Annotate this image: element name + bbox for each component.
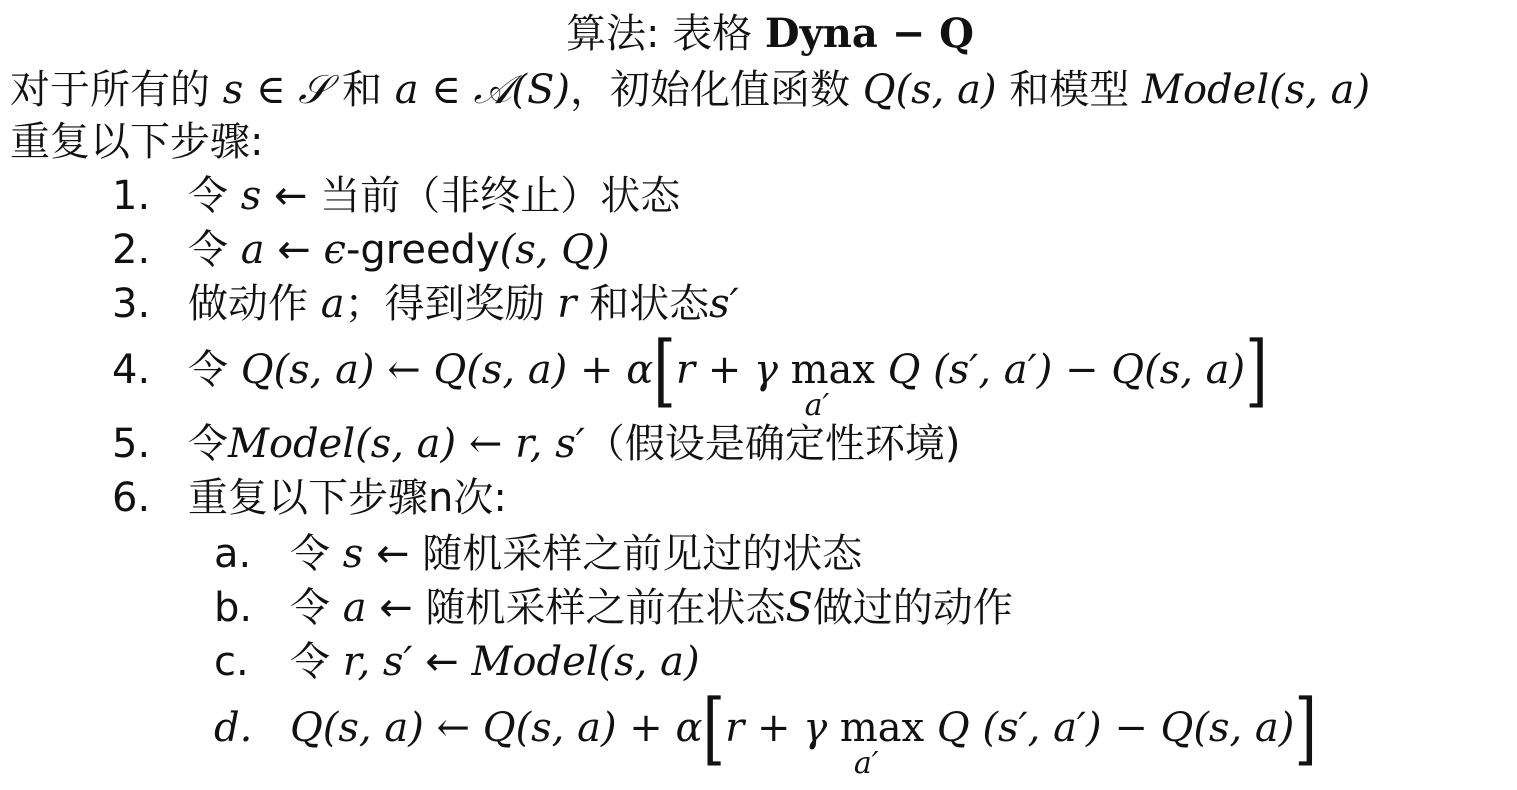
step-text: -greedy <box>345 227 500 273</box>
substep-text: 做过的动作 <box>812 585 1013 631</box>
init-math-1: s ∈ 𝒮 <box>222 67 330 113</box>
substep-d <box>214 682 1317 781</box>
repeat-line: 重复以下步骤: <box>10 119 264 165</box>
q-update-target: Q (s′, a′) − Q(s, a) <box>874 347 1246 393</box>
substep-math: a <box>342 585 367 631</box>
step-number: 2. <box>112 227 151 273</box>
max-subscript: a′ <box>853 746 879 781</box>
q-update-target: Q (s′, a′) − Q(s, a) <box>924 705 1295 751</box>
right-bracket: ] <box>1245 324 1268 416</box>
step-text: 令 <box>188 227 241 273</box>
substep-c <box>214 636 700 688</box>
title-prefix: 算法: 表格 <box>565 11 765 57</box>
substep-letter: d. <box>214 705 253 751</box>
step-number: 5. <box>112 421 151 467</box>
substep-math: s <box>342 531 364 577</box>
step-math: r <box>557 281 577 327</box>
max-subscript: a′ <box>804 388 830 423</box>
step-text: 令 <box>188 347 241 393</box>
step-6 <box>112 472 507 524</box>
init-text-2: 和 <box>329 67 395 113</box>
step-text: ；得到奖励 <box>344 281 558 327</box>
step-1 <box>112 170 680 222</box>
step-number: 4. <box>112 347 151 393</box>
q-update-lhs: Q(s, a) ← Q(s, a) + α <box>240 347 654 393</box>
max-label: max <box>790 347 875 393</box>
step-number: 1. <box>112 173 151 219</box>
step-4 <box>112 324 1268 423</box>
step-text: 和状态 <box>576 281 710 327</box>
step-text: 令 <box>188 173 241 219</box>
algorithm-title <box>0 8 1517 60</box>
step-text: （假设是确定性环境) <box>584 421 961 467</box>
step-math: s <box>240 173 262 219</box>
step-text: 做动作 <box>188 281 321 327</box>
substep-math: S <box>785 585 813 631</box>
substep-math: Model(s, a) <box>471 639 700 685</box>
substep-text: 令 <box>290 639 343 685</box>
init-math-4: Model(s, a) <box>1142 67 1371 113</box>
substep-math: r, s′ <box>342 639 413 685</box>
step-5 <box>112 418 960 470</box>
step-3 <box>112 278 739 330</box>
step-math: a <box>240 227 265 273</box>
substep-letter: b. <box>214 585 253 631</box>
step-2 <box>112 224 610 276</box>
step-number: 6. <box>112 475 151 521</box>
left-bracket: [ <box>653 324 676 416</box>
max-operator <box>790 344 875 423</box>
q-update-reward: r + γ <box>725 705 840 751</box>
right-bracket: ] <box>1294 682 1317 774</box>
step-math: ϵ <box>323 227 346 273</box>
step-number: 3. <box>112 281 151 327</box>
step-text: 重复以下步骤n次: <box>188 475 507 521</box>
step-text: 令 <box>188 421 228 467</box>
init-math-2: a ∈ 𝒜(S) <box>394 67 571 113</box>
step-math: a <box>320 281 345 327</box>
substep-b <box>214 582 1013 634</box>
substep-text: ← 随机采样之前在状态 <box>366 585 786 631</box>
left-bracket: [ <box>702 682 726 774</box>
init-math-3: Q(s, a) <box>862 67 997 113</box>
step-math: s′ <box>709 281 739 327</box>
init-text-3: ，初始化值函数 <box>570 67 863 113</box>
substep-letter: c. <box>214 639 249 685</box>
title-algorithm-name: Dyna − Q <box>764 10 975 57</box>
max-label: max <box>839 705 925 751</box>
init-text-1: 对于所有的 <box>10 67 223 113</box>
substep-a <box>214 528 862 580</box>
step-text: ← 当前（非终止）状态 <box>261 173 681 219</box>
max-operator <box>839 702 925 781</box>
substep-text: 令 <box>290 531 343 577</box>
step-math: Model(s, a) ← r, s′ <box>228 421 585 467</box>
step-text: ← <box>264 227 324 273</box>
init-text-4: 和模型 <box>996 67 1142 113</box>
substep-letter: a. <box>214 531 252 577</box>
init-line <box>10 64 1370 116</box>
q-update-lhs: Q(s, a) ← Q(s, a) + α <box>290 705 703 751</box>
substep-text: 令 <box>290 585 343 631</box>
substep-text: ← <box>412 639 472 685</box>
substep-text: ← 随机采样之前见过的状态 <box>363 531 863 577</box>
q-update-reward: r + γ <box>675 347 791 393</box>
step-math: (s, Q) <box>499 227 610 273</box>
